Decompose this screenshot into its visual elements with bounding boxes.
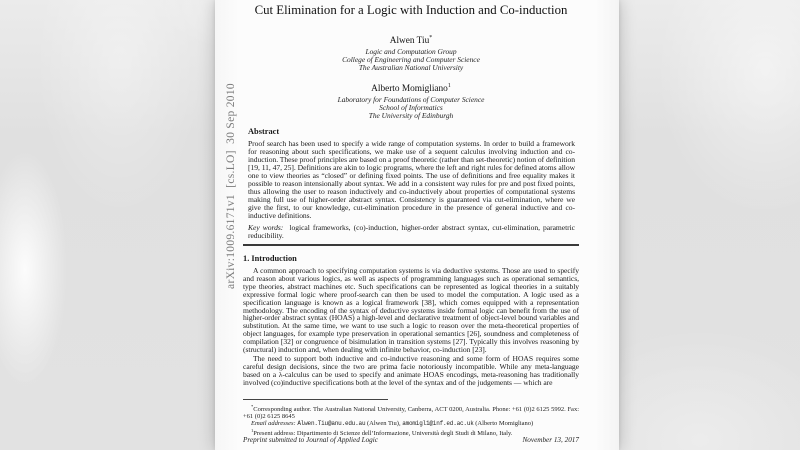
footnote-emails <box>243 421 579 428</box>
affiliation-line: Laboratory for Foundations of Computer Science <box>337 95 485 104</box>
abstract-text: Proof search has been used to specify a wide range of computation systems. In order to build a framework for reasoning about such specifications, we make use of a sequent calculus involving induction and co-induction. These proof principles are based on a proof theoretic (rather than set-theoretic) notion of definition [19, 11, 47, 25]. Definitions are akin to logic programs, where the left and right rules for defined atoms allow one to view theories as “closed” or defining fixed points. The use of definitions and free equality makes it possible to reason intensionally about syntax. We add in a consistent way rules for pre and post fixed points, thus allowing the user to reason inductively and co-inductively about properties of computational systems making full use of higher-order abstract syntax. Consistency is guaranteed via cut-elimination, where we give the first, to our knowledge, cut-elimination procedure in the presence of general inductive and co-inductive definitions. <box>248 139 575 220</box>
author-2-affiliation <box>243 96 579 120</box>
intro-paragraph-1: A common approach to specifying computation systems is via deductive systems. Those are used to specify and reason about various logics, as well as aspects of programming languages such as operational semantics, type theories, abstract machines etc. Such specifications can be represented as logical theories in a suitably expressive formal logic where proof-search can then be used to model the computation. A logic used as a specification language is known as a logical framework [38], which comes equipped with a representation methodology. The encoding of the syntax of deductive systems inside formal logic can benefit from the use of higher-order abstract syntax (HOAS) a high-level and declarative treatment of object-level bound variables and substitution. At the same time, we want to use such a logic to reason over the meta-theoretical properties of object languages, for example type preservation in operational semantics [26], soundness and completeness of compilation [32] or congruence of bisimulation in transition systems [27]. Typically this involves reasoning by (structural) induction and, when dealing with infinite behavior, co-induction [23]. <box>243 266 579 355</box>
footnote-corresponding-text: Corresponding author. The Australian National University, Canberra, ACT 0200, Australia. Phone: +61 (0)2 6125 5992. Fax: +61 (0)2 6125 8645 <box>243 406 579 421</box>
author-1-name <box>243 35 579 46</box>
footnote-separator-rule <box>243 399 388 400</box>
footer-journal-note: Preprint submitted to Journal of Applied Logic <box>243 436 378 444</box>
author-1-mark: * <box>429 35 433 41</box>
email-alberto-momigliano: amomigl1@inf.ed.ac.uk <box>402 419 474 427</box>
page-footer <box>243 436 579 444</box>
section-heading: 1. Introduction <box>243 254 297 263</box>
footnote-present-mark: 1 <box>251 427 254 433</box>
affiliation-line: The University of Edinburgh <box>368 111 454 120</box>
footnotes <box>243 404 579 438</box>
author-2-name-text: Alberto Momigliano <box>371 84 448 95</box>
paper-title: Cut Elimination for a Logic with Induction and Co-induction <box>254 3 568 17</box>
affiliation-line: School of Informatics <box>379 103 443 112</box>
keywords <box>248 224 575 240</box>
introduction-body <box>243 267 579 387</box>
keywords-label: Key words: <box>248 223 284 232</box>
footnote-corresponding-mark: * <box>251 404 254 409</box>
email-alwen-tiu-owner: (Alwen Tiu), <box>365 419 403 427</box>
abstract-heading: Abstract <box>248 127 280 136</box>
author-1-name-text: Alwen Tiu <box>389 36 430 47</box>
email-alwen-tiu: Alwen.Tiu@anu.edu.au <box>297 419 366 427</box>
author-2-name <box>243 83 579 94</box>
author-2-mark: 1 <box>447 83 451 89</box>
email-addresses-label: Email addresses: <box>251 419 296 427</box>
email-alberto-momigliano-owner: (Alberto Momigliano) <box>473 419 534 427</box>
author-1-affiliation <box>243 48 579 72</box>
abstract-separator-rule <box>243 244 579 246</box>
affiliation-line: Logic and Computation Group <box>365 47 457 56</box>
affiliation-line: College of Engineering and Computer Science <box>342 55 480 64</box>
affiliation-line: The Australian National University <box>358 63 464 72</box>
keywords-text: logical frameworks, (co)-induction, higher-order abstract syntax, cut-elimination, parametric reducibility. <box>248 223 575 240</box>
footnote-present-text: Present address: Dipartimento di Scienze dell’Informazione, Università degli Studi di Milano, Italy. <box>253 430 513 438</box>
intro-paragraph-2: The need to support both inductive and co-inductive reasoning and some form of HOAS requires some careful design decisions, since the two are prima facie notoriously incompatible. While any meta-language based on a λ-calculus can be used to specify and animate HOAS encodings, meta-reasoning has traditionally involved (co)inductive specifications both at the level of the syntax and of the judgements — which are <box>243 353 579 387</box>
footnote-corresponding <box>243 404 579 421</box>
arxiv-stamp: arXiv:1009.6171v1 [cs.LO] 30 Sep 2010 <box>225 83 237 289</box>
footer-date: November 13, 2017 <box>522 436 579 444</box>
